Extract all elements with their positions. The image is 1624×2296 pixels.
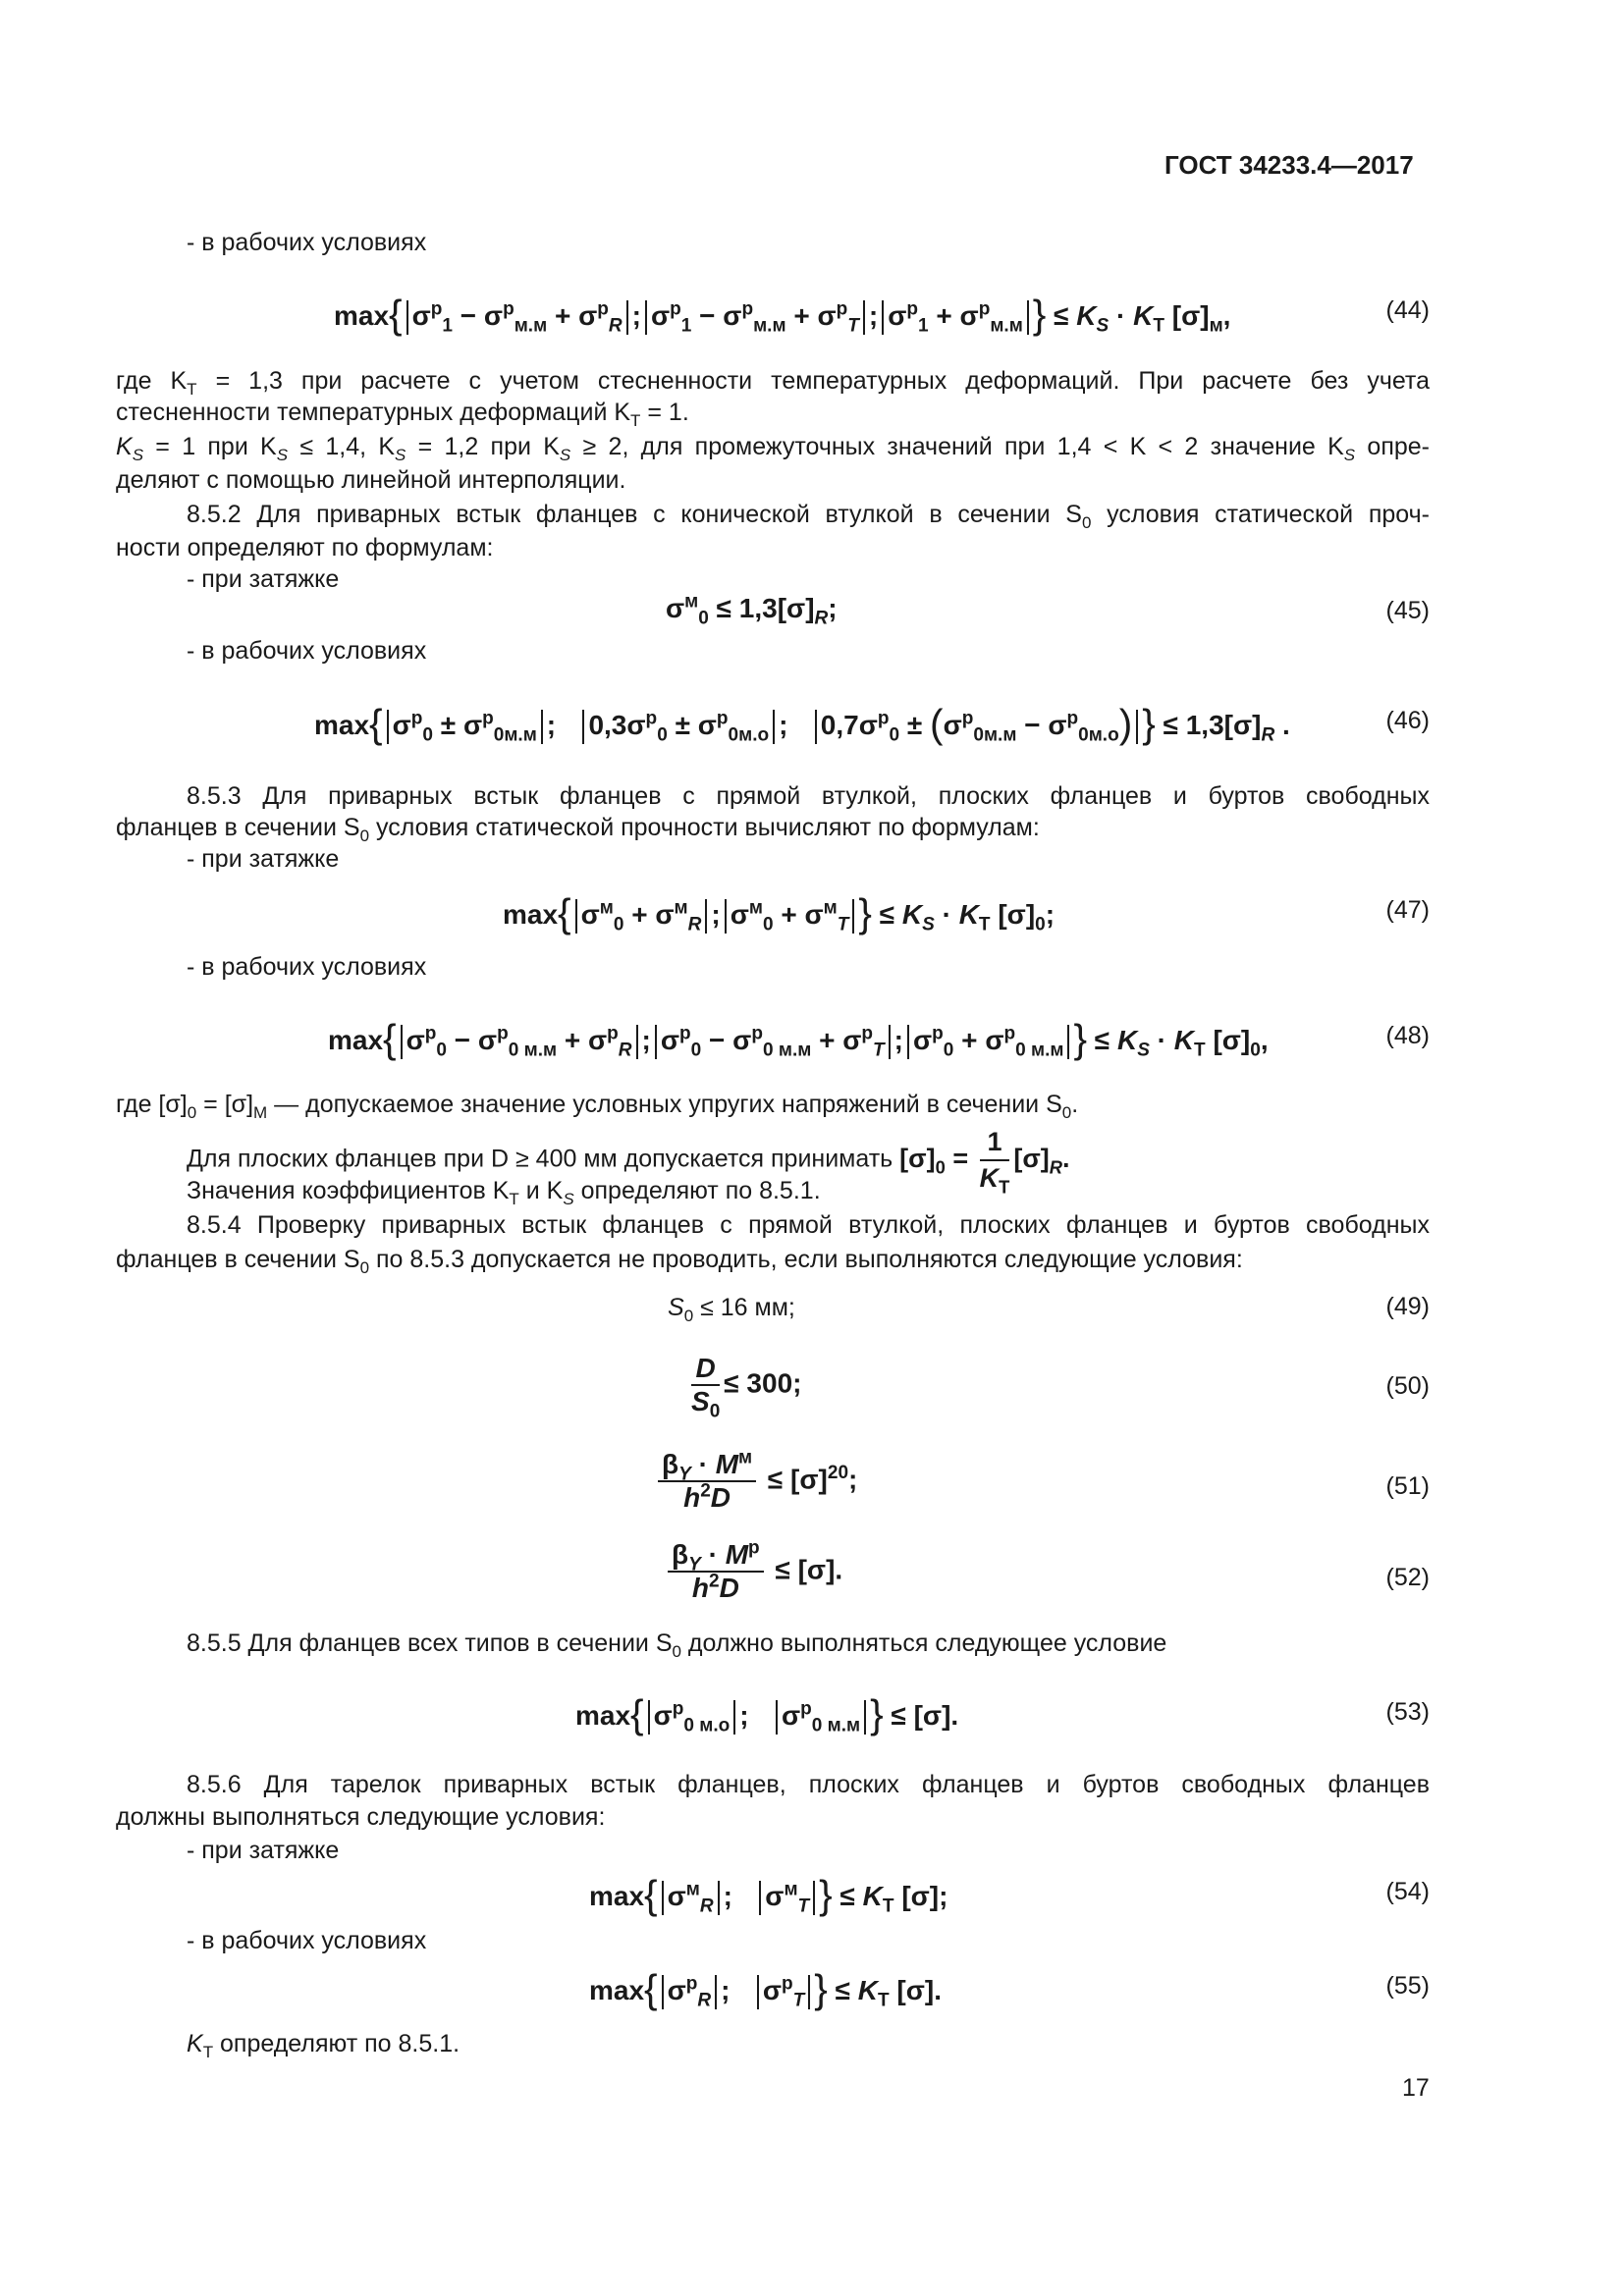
paragraph-ks-line2: деляют с помощью линейной интерполяции. <box>116 466 626 494</box>
paragraph-flat-flanges: Для плоских фланцев при D ≥ 400 мм допускается принимать $[\sigma]_0$ = $\frac{1}{K_Т}$ $[\sigma]_R$. <box>187 1127 1070 1198</box>
equation-number-55: (55) <box>1385 1972 1430 2000</box>
formula-55: max{ $\sigma^p_R$ ; $\sigma^p_T$ } ≤ $K_Т$ [σ]. <box>589 1966 943 2011</box>
formula-52: $\frac{\beta_Y \cdot M^p}{h^2D}$ ≤ [σ]. <box>664 1541 842 1602</box>
paragraph-kt-reference: $K_Т$ определяют по 8.5.1. <box>187 2030 460 2061</box>
paragraph-kt-line2: стесненности температурных деформаций $K_Т = 1$. <box>116 399 689 430</box>
paragraph-coefficients: Значения коэффициентов $K_Т$ и $K_S$ определяют по 8.5.1. <box>187 1177 821 1208</box>
formula-49: $S_0 \le 16$ мм; <box>668 1294 795 1325</box>
equation-number-49: (49) <box>1385 1293 1430 1320</box>
formula-48: max{ $\sigma^p_0 - \sigma^p_{0 м.м} + \sigma^p_R$ ; $\sigma^p_0 - \sigma^p_{0 м.м} + \sigma^p_T$ ; $\sigma^p_0 + \sigma^p_{0 м.м}$ } ≤ $K_S \cdot K_Т$ $[\sigma]_0$, <box>328 1016 1269 1061</box>
label-tightening: - при затяжке <box>187 845 340 873</box>
equation-number-45: (45) <box>1385 597 1430 624</box>
section-8-5-6-line2: должны выполняться следующие условия: <box>116 1803 606 1831</box>
section-8-5-3-line1: 8.5.3 Для приварных встык фланцев с прямой втулкой, плоских фланцев и буртов свободных <box>187 782 1430 810</box>
equation-number-44: (44) <box>1385 296 1430 324</box>
formula-44: max{ $\sigma^p_1 - \sigma^p_{м.м} + \sigma^p_R$ ; $\sigma^p_1 - \sigma^p_{м.м} + \sigma^p_T$ ; $\sigma^p_1 + \sigma^p_{м.м}$ } ≤ $K_S \cdot K_Т$ $[\sigma]_м$, <box>334 292 1231 337</box>
formula-45: $\sigma^м_0 \le 1,3[\sigma]_R$; <box>666 591 838 629</box>
formula-53: max{ $\sigma^p_{0 м.о}$ ; $\sigma^p_{0 м.м}$ } ≤ [σ]. <box>575 1691 959 1736</box>
equation-number-53: (53) <box>1385 1698 1430 1726</box>
formula-flat-flange: $[\sigma]_0$ = $\frac{1}{K_Т}$ $[\sigma]_R$. <box>899 1127 1070 1198</box>
paragraph-allowable-stress: где $[\sigma]_0 = [\sigma]_М$ — допускаемое значение условных упругих напряжений в сечении $S_0$. <box>116 1091 1079 1122</box>
equation-number-52: (52) <box>1385 1564 1430 1591</box>
label-working-conditions: - в рабочих условиях <box>187 1927 427 1954</box>
formula-50: $\frac{D}{S_0}$ ≤ 300; <box>691 1353 802 1422</box>
formula-47: max{ $\sigma^м_0 + \sigma^м_R$ ; $\sigma^м_0 + \sigma^м_T$ } ≤ $K_S \cdot K_Т$ $[\sigma]_0$; <box>503 890 1056 935</box>
section-8-5-5: 8.5.5 Для фланцев всех типов в сечении $S_0$ должно выполняться следующее условие <box>187 1629 1167 1661</box>
label-tightening: - при затяжке <box>187 565 340 593</box>
section-8-5-6-line1: 8.5.6 Для тарелок приварных встык фланцев, плоских фланцев и буртов свободных фланцев <box>187 1771 1430 1798</box>
section-8-5-2-line1: 8.5.2 Для приварных встык фланцев с конической втулкой в сечении $S_0$ условия статической проч- <box>187 501 1430 532</box>
equation-number-51: (51) <box>1385 1472 1430 1500</box>
equation-number-46: (46) <box>1385 707 1430 734</box>
label-working-conditions: - в рабочих условиях <box>187 953 427 981</box>
document-number: ГОСТ 34233.4—2017 <box>1164 150 1414 180</box>
formula-46: max{ $\sigma^p_0 \pm \sigma^p_{0м.м}$ ; $0,3\sigma^p_0 \pm \sigma^p_{0м.о}$ ; $0,7\sigma^p_0 \pm (\sigma^p_{0м.м} - \sigma^p_{0м.о})$ } ≤ $1,3[\sigma]_R$ . <box>314 701 1290 746</box>
page-number: 17 <box>1402 2074 1430 2102</box>
equation-number-48: (48) <box>1385 1022 1430 1049</box>
label-tightening: - при затяжке <box>187 1837 340 1864</box>
label-working-conditions: - в рабочих условиях <box>187 637 427 665</box>
section-8-5-2-line2: ности определяют по формулам: <box>116 534 494 561</box>
equation-number-50: (50) <box>1385 1372 1430 1400</box>
paragraph-kt-line1: где $K_Т = 1,3$ при расчете с учетом стесненности температурных деформаций. При расчете без учета <box>116 367 1430 399</box>
formula-54: max{ $\sigma^м_R$ ; $\sigma^м_T$ } ≤ $K_Т$ [σ]; <box>589 1872 948 1917</box>
section-8-5-4-line1: 8.5.4 Проверку приварных встык фланцев с прямой втулкой, плоских фланцев и буртов свободных <box>187 1211 1430 1239</box>
equation-number-54: (54) <box>1385 1878 1430 1905</box>
section-8-5-4-line2: фланцев в сечении $S_0$ по 8.5.3 допускается не проводить, если выполняются следующие условия: <box>116 1246 1243 1277</box>
label-working-conditions: - в рабочих условиях <box>187 229 427 256</box>
paragraph-ks-line1: $K_S = 1$ при $K_S \le 1,4$, $K_S = 1,2$ при $K_S \ge 2$, для промежуточных значений при 1,4 < K < 2 значение $K_S$ опре- <box>116 433 1430 464</box>
formula-51: $\frac{\beta_Y \cdot M^м}{h^2D}$ ≤ $[\sigma]^{20}$; <box>654 1451 857 1512</box>
equation-number-47: (47) <box>1385 896 1430 924</box>
section-8-5-3-line2: фланцев в сечении $S_0$ условия статической прочности вычисляют по формулам: <box>116 814 1040 845</box>
